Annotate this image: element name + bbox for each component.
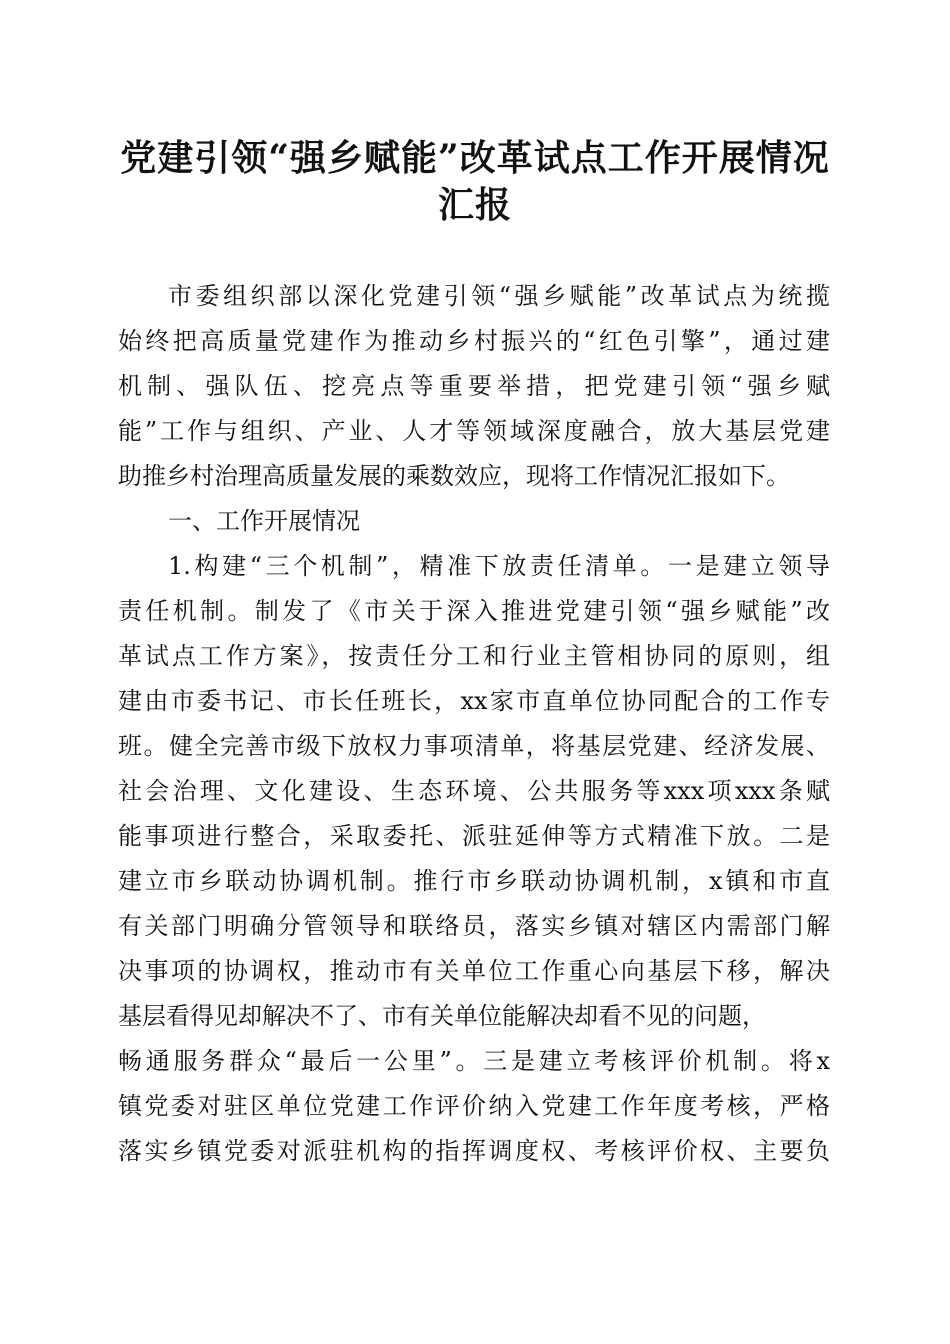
- section-heading: 一、工作开展情况: [168, 507, 360, 535]
- body-line: 畅通服务群众“最后一公里”。三是建立考核评价机制。将x: [118, 1047, 830, 1075]
- body-line: 落实乡镇党委对派驻机构的指挥调度权、考核评价权、主要负: [118, 1137, 830, 1165]
- body-line: 1.构建“三个机制”，精准下放责任清单。一是建立领导: [168, 552, 830, 580]
- body-line: 有关部门明确分管领导和联络员，落实乡镇对辖区内需部门解: [118, 912, 830, 940]
- intro-line: 市委组织部以深化党建引领“强乡赋能”改革试点为统揽: [168, 282, 830, 310]
- document-title-line-2: 汇报: [437, 184, 512, 226]
- body-line: 能事项进行整合，采取委托、派驻延伸等方式精准下放。二是: [118, 822, 830, 850]
- body-line: 建由市委书记、市长任班长，xx家市直单位协同配合的工作专: [118, 687, 830, 715]
- intro-line: 机制、强队伍、挖亮点等重要举措，把党建引领“强乡赋: [118, 372, 830, 400]
- body-line: 镇党委对驻区单位党建工作评价纳入党建工作年度考核，严格: [118, 1092, 830, 1120]
- body-line: 班。健全完善市级下放权力事项清单，将基层党建、经济发展、: [118, 732, 830, 760]
- intro-line: 助推乡村治理高质量发展的乘数效应，现将工作情况汇报如下。: [118, 462, 790, 490]
- intro-line: 始终把高质量党建作为推动乡村振兴的“红色引擎”，通过建: [118, 327, 830, 355]
- body-line: 社会治理、文化建设、生态环境、公共服务等xxx项xxx条赋: [118, 777, 830, 805]
- intro-line: 能”工作与组织、产业、人才等领域深度融合，放大基层党建: [118, 417, 830, 445]
- body-line: 革试点工作方案》，按责任分工和行业主管相协同的原则，组: [118, 642, 830, 670]
- document-title-line-1: 党建引领“强乡赋能”改革试点工作开展情况: [120, 137, 830, 179]
- body-line: 基层看得见却解决不了、市有关单位能解决却看不见的问题，: [118, 1002, 766, 1030]
- body-line: 责任机制。制发了《市关于深入推进党建引领“强乡赋能”改: [118, 597, 830, 625]
- body-line: 建立市乡联动协调机制。推行市乡联动协调机制，x镇和市直: [118, 867, 830, 895]
- body-line: 决事项的协调权，推动市有关单位工作重心向基层下移，解决: [118, 957, 830, 985]
